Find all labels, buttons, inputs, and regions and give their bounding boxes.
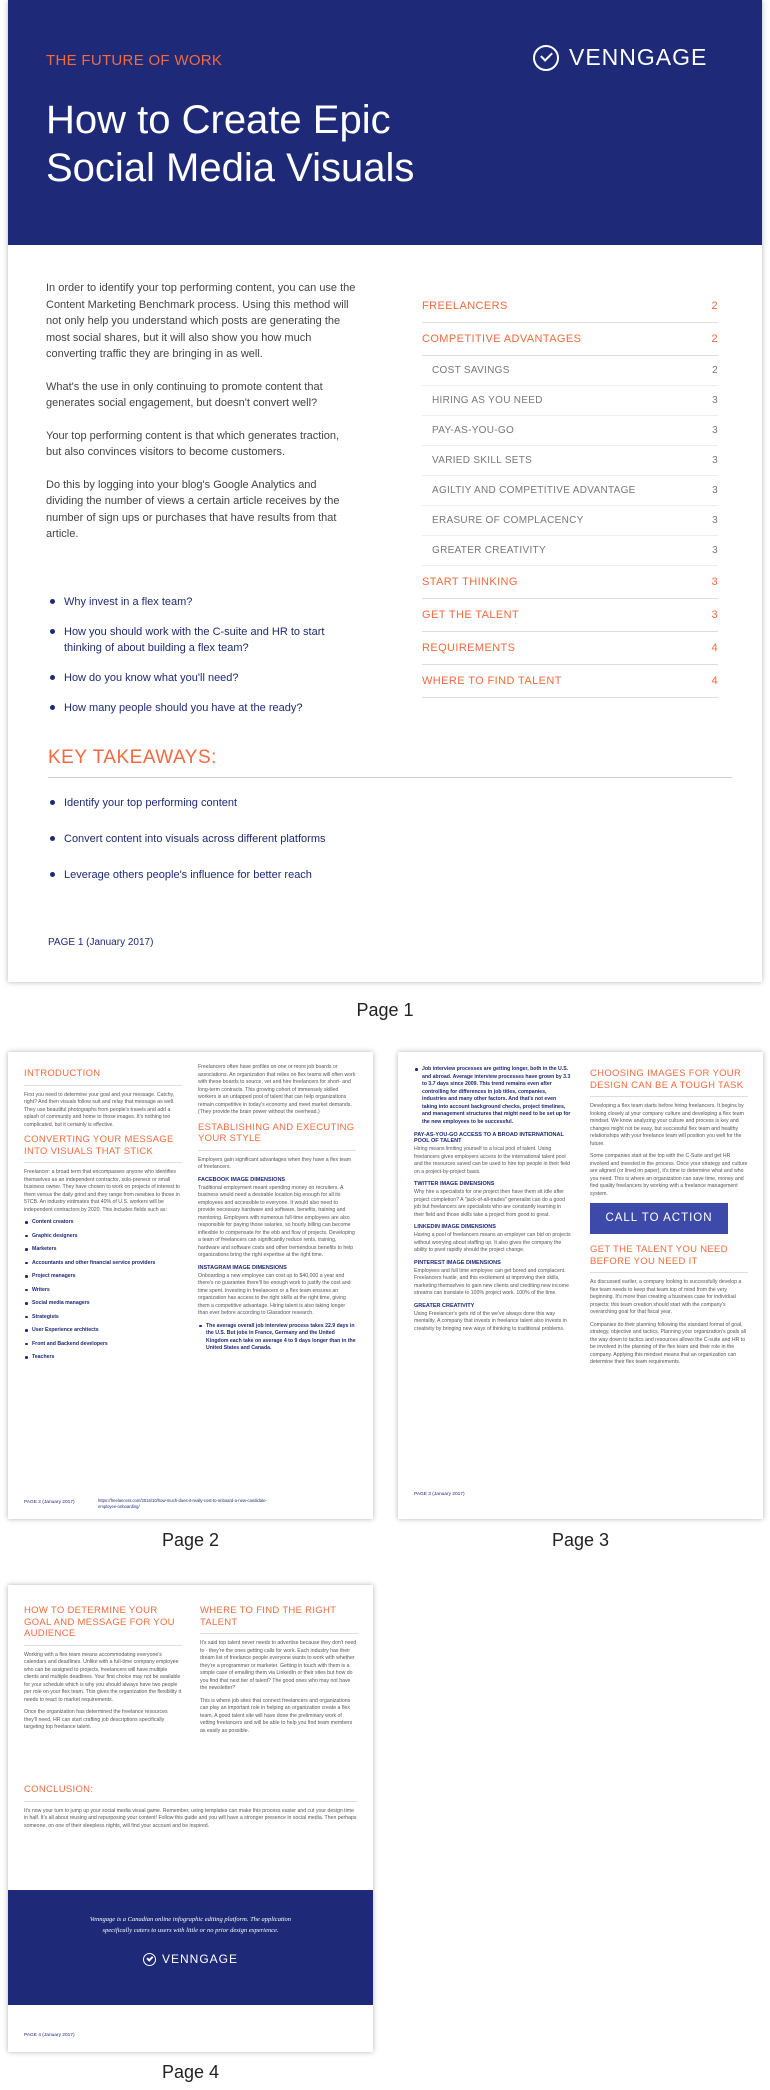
section-title: ESTABLISHING AND EXECUTING YOUR STYLE (198, 1122, 356, 1151)
toc-entry[interactable] (422, 506, 718, 536)
paragraph: Developing a flex team starts before hiring freelancers. It begins by looking closely at your company culture and developing a flex team mindset. We know analyzing your culture and process is key and changes might not be easy, but successful flex team and healthy relationships with your freelance team will position you well for the future. (590, 1103, 744, 1147)
page-4 (8, 1585, 373, 2052)
toc-entry[interactable] (422, 476, 718, 506)
paragraph: Employees and full time employee can get bored and complacent. Freelancers hustle, and this excitement at improving their skills, marketing themselves to gain new clients and crediting new income streams can translate to 100% project work. 100% of the time. (414, 1267, 569, 1296)
list-item: Graphic designers (24, 1233, 182, 1241)
subsection-title: TWITTER IMAGE DIMENSIONS (414, 1181, 495, 1187)
toc-page-number: 4 (711, 642, 718, 654)
takeaway-item: Convert content into visuals across different platforms (48, 831, 448, 847)
toc-entry[interactable] (422, 536, 718, 566)
toc-entry[interactable] (422, 665, 718, 698)
paragraph: Freelancer: a broad term that encompasses anyone who identifies themselves as an independent contractor, solo-preneur or small business owner. They have chosen to work on projects of interest to them versus the daily grind and they range from newbies to those in 57CB. An industry estimates that 40% of U.S. workers will be independent contractors by 2020. This includes fields such as: (24, 1169, 180, 1213)
toc-page-number: 2 (711, 333, 718, 345)
page-caption: Page 2 (161, 1530, 220, 1550)
list-item: The average overall job interview process takes 22.9 days in the U.S. But jobs in France, Germany and the United Kingdom each take on average 4 to 9 days longer than in the United States and Canada. (198, 1323, 356, 1353)
toc-label: VARIED SKILL SETS (432, 455, 533, 466)
toc-page-number: 3 (711, 576, 718, 588)
footer-link[interactable]: https://freelancers.com/2016/10/how-much-does-it-really-cost-to-onboard-a-new-candidate-employee-onboarding/ (98, 1498, 267, 1509)
paragraph: Having a pool of freelancers means an employer can bid on projects without worrying about staffing up. It also gives the company the ability to pivot rapidly should the project change. (414, 1232, 571, 1253)
takeaway-list (48, 795, 448, 903)
subsection-title: PAY-AS-YOU-GO ACCESS TO A BROAD INTERNATIONAL POOL OF TALENT (414, 1132, 564, 1144)
toc-label: COST SAVINGS (432, 365, 510, 376)
logo-check-icon (533, 45, 559, 71)
toc-page-number: 3 (712, 395, 718, 406)
toc-label: HIRING AS YOU NEED (432, 395, 543, 406)
list-item: Strategists (24, 1314, 182, 1322)
left-column (24, 1601, 182, 1737)
intro-paragraph: What's the use in only continuing to promote content that generates social engagement, but doesn't convert well? (46, 380, 323, 409)
toc-label: COMPETITIVE ADVANTAGES (422, 333, 582, 345)
page-1 (8, 0, 762, 982)
toc-label: ERASURE OF COMPLACENCY (432, 515, 584, 526)
section-title: CHOOSING IMAGES FOR YOUR DESIGN CAN BE A TOUGH TASK (590, 1068, 748, 1097)
subsection-title: PINTEREST IMAGE DIMENSIONS (414, 1259, 501, 1266)
page-caption: Page 1 (356, 1000, 414, 1020)
subsection-title: INSTAGRAM IMAGE DIMENSIONS (198, 1264, 287, 1271)
paragraph: Using Freelancer's gets rid of the we've always done this way mentality. A company that invests in freelance talent also invests in creativity by bringing new ways of thinking to traditional problems. (414, 1310, 567, 1332)
list-item: Content creators (24, 1219, 182, 1227)
toc-label: GET THE TALENT (422, 609, 520, 621)
toc-entry[interactable] (422, 290, 718, 323)
footer-banner (8, 1890, 373, 2005)
toc-entry[interactable] (422, 356, 718, 386)
section-title: INTRODUCTION (24, 1068, 182, 1086)
list-item: Marketers (24, 1246, 182, 1254)
takeaway-item: Leverage others people's influence for better reach (48, 867, 448, 883)
page-footer: PAGE 2 (January 2017) (24, 1500, 75, 1505)
section-title: WHERE TO FIND THE RIGHT TALENT (200, 1605, 358, 1634)
page-1-header (8, 0, 762, 245)
list-item: Job interview processes are getting longer, both in the U.S. and abroad. Average interview processes have grown by 3.3 to 3.7 days since 2009. This trend remains even after controlling for differences in job titles, companies, industries and many other factors. And that's not even taking into account background checks, project timelines, and management structures that might need to be set up for the new employees to be successful. (414, 1066, 572, 1126)
toc-page-number: 2 (711, 300, 718, 312)
subsection-title: FACEBOOK IMAGE DIMENSIONS (198, 1176, 286, 1183)
intro-text (46, 280, 356, 559)
page-2 (8, 1052, 373, 1519)
key-takeaways-title: KEY TAKEAWAYS: (48, 747, 217, 768)
paragraph: As discussed earlier, a company looking to successfully develop a flex team needs to keep that team top of mind from the very beginning. It's more than creating a business case for individual projects; this team creation should start with the company's overarching goal for that fiscal year. (590, 1279, 742, 1315)
question-list (48, 594, 358, 730)
question-item: How many people should you have at the ready? (48, 700, 358, 716)
list-item: Writers (24, 1287, 182, 1295)
section-title: GET THE TALENT YOU NEED BEFORE YOU NEED IT (590, 1244, 748, 1273)
paragraph: Onboarding a new employee can cost up to $40,000 a year and there's no guarantee there'll be enough work to justify the cost and time spent. Investing in freelancers or a flex team ensures an organization has access to the right skills at the right time, giving them a competitive advantage. Hiring talent is also taking longer than ever before according to Glassdoor research. (198, 1272, 351, 1316)
toc-page-number: 3 (712, 545, 718, 556)
paragraph: Companies do their planning following the standard format of goal, strategy, objective and tactics. Planning your organization's goals all the way down to tactics and resources allows the C-suite and HR to be involved in the planning of the flex team and their role in the company. Applying this mindset means that an organization can determine their flex team requirements. (590, 1321, 747, 1365)
paragraph: Once the organization has determined the freelance resources they'll need, HR can start crafting job descriptions specifically targeting top freelance talent. (24, 1709, 168, 1730)
page-caption: Page 4 (161, 2062, 220, 2082)
section-title: HOW TO DETERMINE YOUR GOAL AND MESSAGE FOR YOU AUDIENCE (24, 1605, 182, 1646)
venngage-logo (8, 1952, 373, 1966)
tagline: Venngage is a Canadian online infographic editing platform. The application specifically caters to users with little or no prior design experience. (89, 1916, 292, 1934)
list-item: User Experience architects (24, 1327, 182, 1335)
logo-check-icon (143, 1953, 156, 1966)
toc-label: FREELANCERS (422, 300, 508, 312)
paragraph: Some companies start at the top with the C-Suite and get HR involved and invested in the process. Once your strategy and culture are aligned (or lined on paper), it's time to determine what and who you need. This is where an organization can save time, money and find quality freelancers by working with a freelance management system. (590, 1153, 748, 1197)
paragraph: This is where job sites that connect freelancers and organizations can play an important role in helping an organization create a flex team. A good talent site will have done the preliminary work of vetting freelancers and will be able to help you find team members as easily as possible. (200, 1697, 353, 1734)
left-column (414, 1066, 572, 1338)
toc-entry[interactable] (422, 632, 718, 665)
question-item: How you should work with the C-suite and HR to start thinking of about building a flex team? (48, 624, 358, 656)
takeaway-item: Identify your top performing content (48, 795, 448, 811)
paragraph: Why hire a specialists for one project then have them sit idle after project completion? A "jack-of-all-trades" generalist can do a good job but freelancers are specialists who are constantly learning in their field and those skills take a project from good to great. (414, 1189, 566, 1218)
kicker: THE FUTURE OF WORK (46, 52, 223, 69)
toc-entry[interactable] (422, 599, 718, 632)
intro-paragraph: Your top performing content is that which generates traction, but also convinces visitors to become customers. (46, 429, 340, 458)
toc-page-number: 3 (711, 609, 718, 621)
paragraph: Employers gain significant advantages when they have a flex team of freelancers. (198, 1156, 352, 1170)
paragraph: Freelancers often have profiles on one or more job boards or associations. An organization that relies on flex teams will often work with these boards to source, vet and hire freelancers for short- and long-term contracts. This growing cohort of immensely skilled workers is an untapped pool of talent that can help organizations remain competitive in today's economy and meet market demands. (They provide the brain power without the overhead.) (198, 1064, 356, 1115)
toc-entry[interactable] (422, 386, 718, 416)
section-title: CONVERTING YOUR MESSAGE INTO VISUALS THAT STICK (24, 1134, 182, 1163)
toc-entry[interactable] (422, 566, 718, 599)
list-item: Teachers (24, 1354, 182, 1362)
list-item: Social media managers (24, 1300, 182, 1308)
bullet-list (198, 1323, 356, 1353)
venngage-logo (533, 44, 707, 71)
conclusion (24, 1780, 357, 1835)
toc-page-number: 3 (712, 425, 718, 436)
page-footer: PAGE 4 (January 2017) (24, 2033, 75, 2038)
page-3 (398, 1052, 763, 1519)
divider (48, 777, 732, 778)
toc-label: GREATER CREATIVITY (432, 545, 546, 556)
right-column (198, 1064, 356, 1359)
bullet-list (414, 1066, 572, 1126)
intro-paragraph: Do this by logging into your blog's Google Analytics and dividing the number of views a certain article receives by the number of sign ups or purchases that have results from that article. (46, 478, 340, 540)
subsection-title: LINKEDIN IMAGE DIMENSIONS (414, 1224, 496, 1230)
right-column (200, 1601, 358, 1740)
page-footer: PAGE 3 (January 2017) (414, 1492, 465, 1497)
paragraph: It's now your turn to jump up your social media visual game. Remember, using templates can make this process easier and cut your design time in half. It's all about reusing and repurposing your content! Follow this guide and you will have a stronger presence in social media. Then perhaps someone, on one of their sleepless nights, will find your account and be inspired. (24, 1807, 357, 1829)
page-footer: PAGE 1 (January 2017) (48, 937, 154, 948)
toc-label: WHERE TO FIND TALENT (422, 675, 562, 687)
paragraph: It's said top talent never needs to advertise because they don't need to - they're the ones getting calls for work. Each industry has their dream list of freelance people everyone wants to work with whether they're a programmer or marketer. Getting in touch with them is a simple case of emailing them via LinkedIn or their sites but how do you find that next tier of talent? The good ones who may not have the newsletter? (200, 1640, 357, 1691)
toc-page-number: 3 (712, 515, 718, 526)
list-item: Front and Backend developers (24, 1341, 182, 1349)
paragraph: First you need to determine your goal and your message. Catchy, right? And then visuals follow suit and relay that message as well. They use beautiful photographs from people's travels and add a splash of community and home to those images. It's nothing too complicated, but it certainly is effective. (24, 1091, 175, 1128)
toc-page-number: 2 (712, 365, 718, 376)
roles-list (24, 1219, 182, 1362)
paragraph: Working with a flex team means accommodating everyone's calendars and deadlines. Unlike with a full-time company employee who can be assigned to projects, freelancers will have multiple clients and multiple deadlines. Your first choice may not be available for your schedule which is why you should always have two people per role on your flex team. This gives the organization the flexibility it needs to react to market requirements. (24, 1651, 182, 1703)
question-item: How do you know what you'll need? (48, 670, 358, 686)
toc-entry[interactable] (422, 416, 718, 446)
toc-page-number: 4 (711, 675, 718, 687)
subsection-title: GREATER CREATIVITY (414, 1302, 475, 1309)
toc-entry[interactable] (422, 323, 718, 356)
section-title: CONCLUSION: (24, 1784, 357, 1802)
right-column (590, 1064, 748, 1372)
page-caption: Page 3 (551, 1530, 610, 1550)
document-title: How to Create Epic Social Media Visuals (46, 98, 415, 190)
left-column (24, 1064, 182, 1368)
toc-label: START THINKING (422, 576, 518, 588)
toc-label: PAY-AS-YOU-GO (432, 425, 515, 436)
intro-paragraph: In order to identify your top performing content, you can use the Content Marketing Benchmark process. Using this method will not only help you understand which posts are generating the most social shares, but it will also show you how much converting traffic they are bringing in as well. (46, 282, 356, 360)
list-item: Project managers (24, 1273, 182, 1281)
toc-label: REQUIREMENTS (422, 642, 516, 654)
question-item: Why invest in a flex team? (48, 594, 358, 610)
toc-page-number: 3 (712, 455, 718, 466)
toc-page-number: 3 (712, 485, 718, 496)
paragraph: Hiring means limiting yourself to a local pool of talent. Using freelancers gives employers access to the international talent pool and the resources saved can be used to hire top people in their field on a project-by-project basis. (414, 1146, 571, 1175)
logo-text: VENNGAGE (569, 44, 708, 70)
toc-entry[interactable] (422, 446, 718, 476)
call-to-action-button[interactable]: CALL TO ACTION (590, 1203, 728, 1234)
list-item: Accountants and other financial service providers (24, 1260, 182, 1268)
table-of-contents (422, 290, 718, 698)
paragraph: Traditional employment meant spending money on recruiters. A business would need a desirable location big enough for all its employees and accessible to everyone. It would also need to provide necessary hardware and software, benefits, training and mentoring. Employers with numerous full-time employees are also responsible for paying those salaries, so hourly billing can become inflexible to compensate for the ebb and flow of projects. Developing a team of freelancers can significantly reduce rents, training, hardware and software costs and other tremendous benefits to help organizations bring the right expertise at the right time. (198, 1184, 355, 1258)
toc-label: AGILTIY AND COMPETITIVE ADVANTAGE (432, 485, 636, 496)
logo-text: VENNGAGE (161, 1952, 238, 1966)
